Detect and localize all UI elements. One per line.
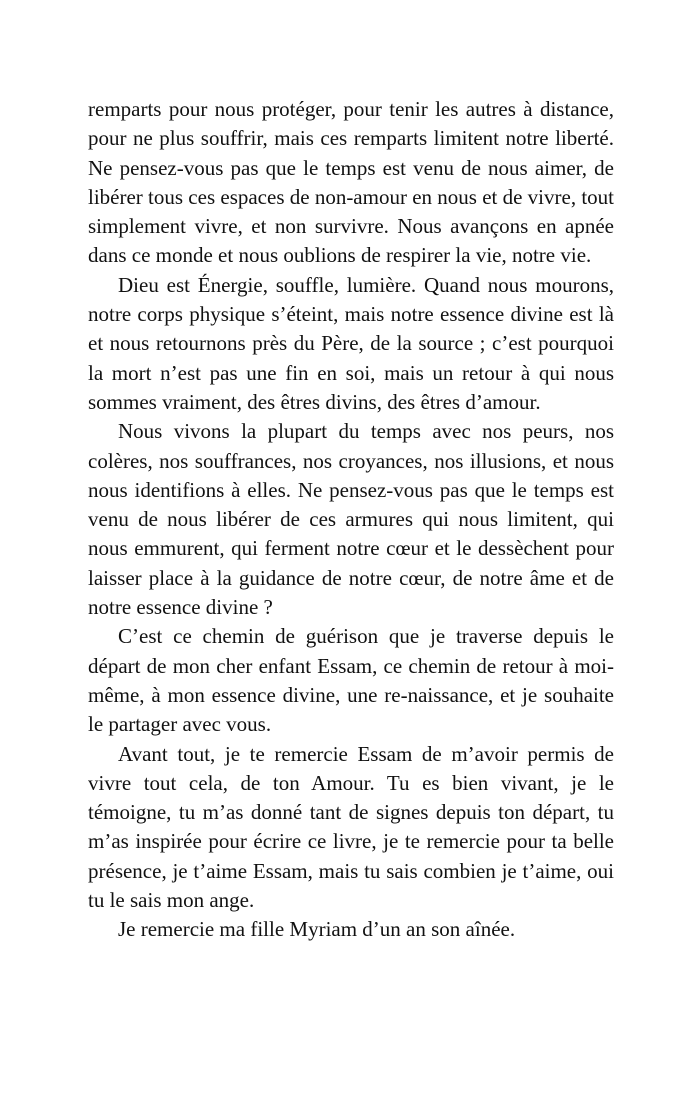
page-body — [88, 95, 614, 945]
paragraph-6: Je remercie ma fille Myriam d’un an son aînée. — [118, 917, 516, 942]
paragraph-1: remparts pour nous protéger, pour tenir les autres à distance, pour ne plus souffrir, mais ces remparts limitent notre liberté. Ne pensez-vous pas que le temps est venu de nous aimer, de libérer tous ces espaces de non-amour en nous et de vivre, tout simplement vivre, et non survivre. Nous avançons en apnée dans ce monde et nous oublions de respirer la vie, notre vie. — [88, 97, 614, 268]
paragraph-3: Nous vivons la plupart du temps avec nos peurs, nos colères, nos souffrances, nos croyances, nos illusions, et nous nous identifions à elles. Ne pensez-vous pas que le temps est venu de nous libérer de ces armures qui nous limitent, qui nous emmurent, qui ferment notre cœur et le dessèchent pour laisser place à la guidance de notre cœur, de notre âme et de notre essence divine ? — [88, 419, 614, 620]
paragraph-4: C’est ce chemin de guérison que je traverse depuis le départ de mon cher enfant Essam, ce chemin de retour à moi-même, à mon essence divine, une re-naissance, et je souhaite le partager avec vous. — [88, 624, 614, 737]
paragraph-2: Dieu est Énergie, souffle, lumière. Quand nous mourons, notre corps physique s’éteint, mais notre essence divine est là et nous retournons près du Père, de la source ; c’est pourquoi la mort n’est pas une fin en soi, mais un retour à qui nous sommes vraiment, des êtres divins, des êtres d’amour. — [88, 272, 614, 414]
paragraph-5: Avant tout, je te remercie Essam de m’avoir permis de vivre tout cela, de ton Amour. Tu es bien vivant, je le témoigne, tu m’as donné tant de signes depuis ton départ, tu m’as inspirée pour écrire ce livre, je te remercie pour ta belle présence, je t’aime Essam, mais tu sais combien je t’aime, oui tu le sais mon ange. — [88, 741, 614, 913]
